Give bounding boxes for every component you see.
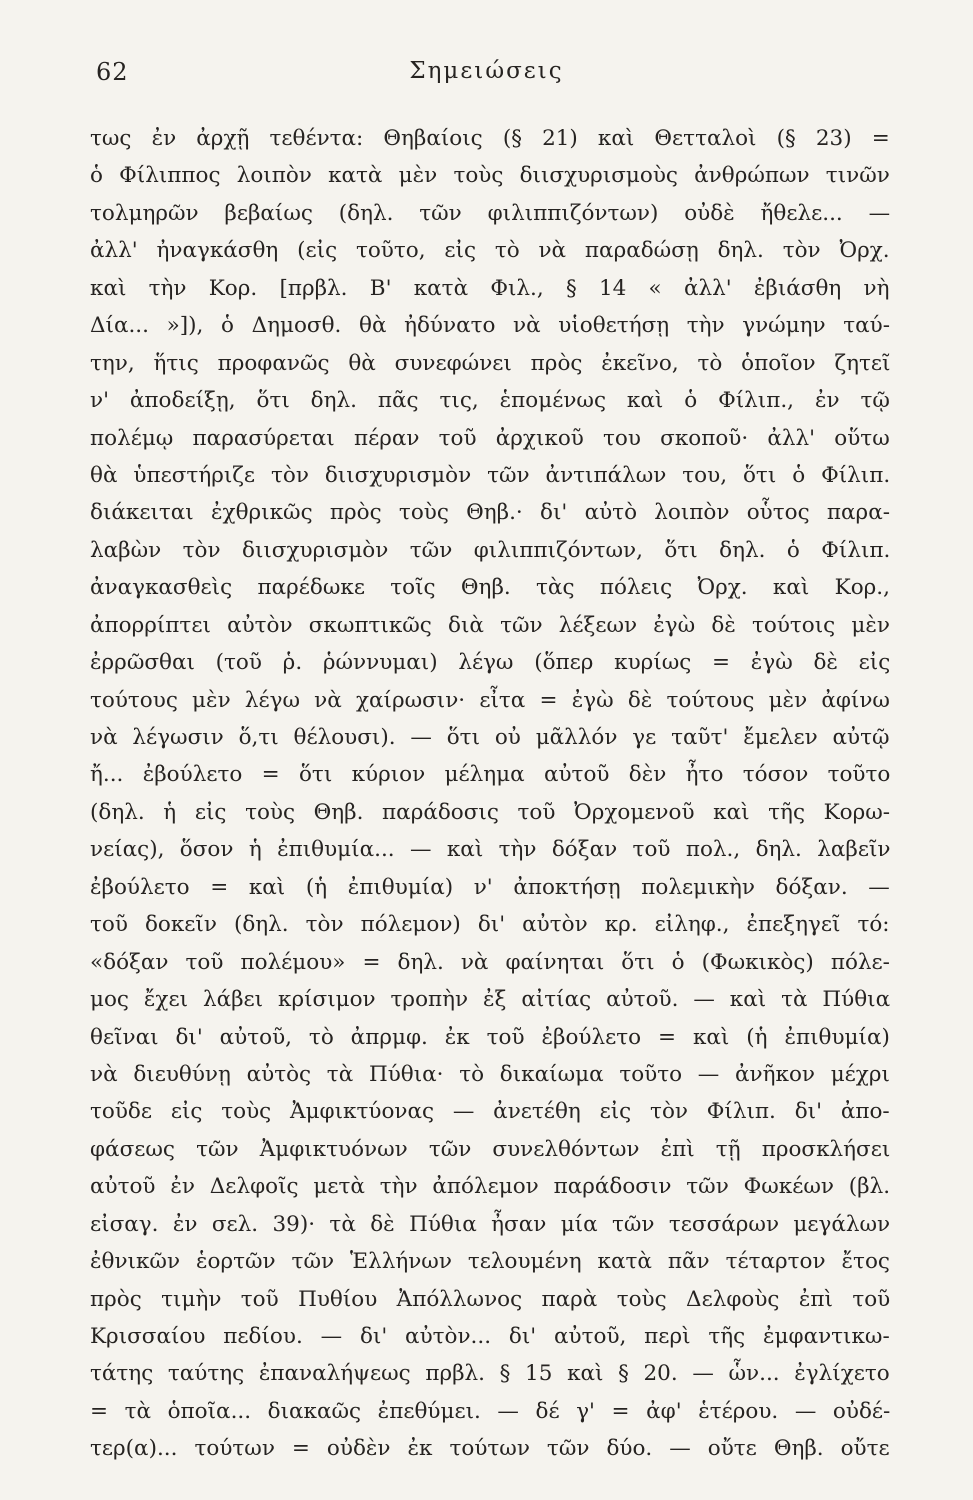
text-line: ἀναγκασθεὶς παρέδωκε τοῖς Θηβ. τὰς πόλεις Ὀρχ. καὶ Κορ., — [90, 575, 890, 601]
text-line: αὐτοῦ ἐν Δελφοῖς μετὰ τὴν ἀπόλεμον παράδοσιν τῶν Φωκέων (βλ. — [90, 1174, 890, 1200]
text-line: ἐβούλετο = καὶ (ἡ ἐπιθυμία) ν' ἀποκτήσῃ πολεμικὴν δόξαν. — — [90, 874, 890, 900]
text-line: «δόξαν τοῦ πολέμου» = δηλ. νὰ φαίνηται ὅτι ὁ (Φωκικὸς) πόλε- — [90, 949, 890, 975]
text-line: θὰ ὑπεστήριζε τὸν διισχυρισμὸν τῶν ἀντιπάλων του, ὅτι ὁ Φίλιπ. — [90, 462, 890, 488]
text-line: πρὸς τιμὴν τοῦ Πυθίου Ἀπόλλωνος παρὰ τοὺς Δελφοὺς ἐπὶ τοῦ — [90, 1286, 890, 1312]
body-text — [90, 120, 890, 1468]
text-line: λαβὼν τὸν διισχυρισμὸν τῶν φιλιππιζόντων, ὅτι δηλ. ὁ Φίλιπ. — [90, 537, 890, 563]
text-line: ἀλλ' ἠναγκάσθη (εἰς τοῦτο, εἰς τὸ νὰ παραδώσῃ δηλ. τὸν Ὀρχ. — [90, 238, 890, 264]
text-line: ἤ... ἐβούλετο = ὅτι κύριον μέλημα αὐτοῦ δὲν ἦτο τόσον τοῦτο — [90, 762, 890, 788]
text-line: νείας), ὅσον ἡ ἐπιθυμία... — καὶ τὴν δόξαν τοῦ πολ., δηλ. λαβεῖν — [90, 837, 890, 863]
text-line: τοῦ δοκεῖν (δηλ. τὸν πόλεμον) δι' αὐτὸν κρ. εἰληφ., ἐπεξηγεῖ τό: — [90, 912, 890, 938]
text-line: ν' ἀποδείξῃ, ὅτι δηλ. πᾶς τις, ἑπομένως καὶ ὁ Φίλιπ., ἐν τῷ — [90, 388, 890, 414]
page-header — [92, 58, 881, 94]
text-line: νὰ λέγωσιν ὅ,τι θέλουσι). — ὅτι οὐ μᾶλλόν γε ταῦτ' ἔμελεν αὐτῷ — [90, 725, 890, 750]
text-line: τούτους μὲν λέγω νὰ χαίρωσιν· εἶτα = ἐγὼ δὲ τούτους μὲν ἀφίνω — [90, 687, 890, 713]
page-number: 62 — [96, 58, 129, 86]
text-line: τάτης ταύτης ἐπαναλήψεως πρβλ. § 15 καὶ § 20. — ὧν... ἐγλίχετο — [90, 1361, 890, 1387]
running-head: Σημειώσεις — [409, 58, 564, 84]
text-line: καὶ τὴν Κορ. [πρβλ. Β' κατὰ Φιλ., § 14 « ἀλλ' ἐβιάσθη νὴ — [90, 275, 890, 301]
text-line: τως ἐν ἀρχῇ τεθέντα: Θηβαίοις (§ 21) καὶ Θετταλοὶ (§ 23) = — [90, 126, 890, 151]
text-line: πολέμῳ παρασύρεται πέραν τοῦ ἀρχικοῦ του σκοποῦ· ἀλλ' οὕτω — [90, 425, 890, 451]
text-line: την, ἥτις προφανῶς θὰ συνεφώνει πρὸς ἐκεῖνο, τὸ ὁποῖον ζητεῖ — [90, 350, 890, 376]
text-line: τερ(α)... τούτων = οὐδὲν ἐκ τούτων τῶν δύο. — οὔτε Θηβ. οὔτε — [90, 1436, 890, 1462]
text-line: εἰσαγ. ἐν σελ. 39)· τὰ δὲ Πύθια ἦσαν μία τῶν τεσσάρων μεγάλων — [90, 1211, 890, 1237]
text-line: θεῖναι δι' αὐτοῦ, τὸ ἀπρμφ. ἐκ τοῦ ἐβούλετο = καὶ (ἡ ἐπιθυμία) — [90, 1024, 890, 1050]
text-line: (δηλ. ἡ εἰς τοὺς Θηβ. παράδοσις τοῦ Ὀρχομενοῦ καὶ τῆς Κορω- — [90, 799, 890, 825]
text-line: ἀπορρίπτει αὐτὸν σκωπτικῶς διὰ τῶν λέξεων ἐγὼ δὲ τούτοις μὲν — [90, 612, 890, 638]
text-line: Δία... »]), ὁ Δημοσθ. θὰ ἠδύνατο νὰ υἱοθετήσῃ τὴν γνώμην ταύ- — [90, 313, 890, 339]
text-line: διάκειται ἐχθρικῶς πρὸς τοὺς Θηβ.· δι' αὐτὸ λοιπὸν οὗτος παρα- — [90, 500, 890, 526]
text-line: φάσεως τῶν Ἀμφικτυόνων τῶν συνελθόντων ἐπὶ τῇ προσκλήσει — [90, 1136, 890, 1162]
text-line: νὰ διευθύνῃ αὐτὸς τὰ Πύθια· τὸ δικαίωμα τοῦτο — ἀνῆκον μέχρι — [90, 1061, 890, 1087]
text-line: μος ἔχει λάβει κρίσιμον τροπὴν ἐξ αἰτίας αὐτοῦ. — καὶ τὰ Πύθια — [90, 987, 890, 1013]
text-line: Κρισσαίου πεδίου. — δι' αὐτὸν... δι' αὐτοῦ, περὶ τῆς ἐμφαντικω- — [90, 1324, 890, 1349]
text-line: = τὰ ὁποῖα... διακαῶς ἐπεθύμει. — δέ γ' = ἀφ' ἑτέρου. — οὐδέ- — [90, 1398, 890, 1424]
text-line: τολμηρῶν βεβαίως (δηλ. τῶν φιλιππιζόντων) οὐδὲ ἤθελε... — — [90, 200, 890, 226]
text-line: ἐρρῶσθαι (τοῦ ῥ. ῥώννυμαι) λέγω (ὅπερ κυρίως = ἐγὼ δὲ εἰς — [90, 650, 890, 676]
text-line: ἐθνικῶν ἑορτῶν τῶν Ἑλλήνων τελουμένη κατὰ πᾶν τέταρτον ἔτος — [90, 1249, 890, 1275]
text-line: ὁ Φίλιππος λοιπὸν κατὰ μὲν τοὺς διισχυρισμοὺς ἀνθρώπων τινῶν — [90, 163, 890, 189]
text-line: τοῦδε εἰς τοὺς Ἀμφικτύονας — ἀνετέθη εἰς τὸν Φίλιπ. δι' ἀπο- — [90, 1099, 890, 1125]
